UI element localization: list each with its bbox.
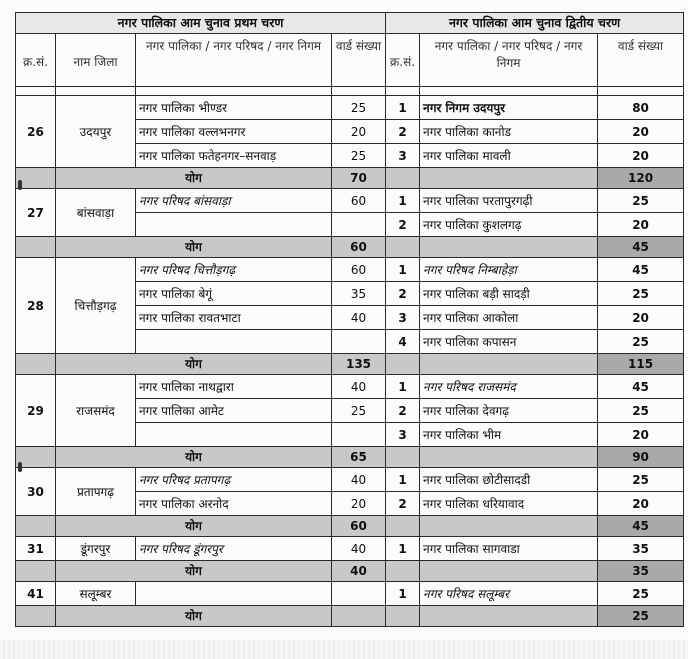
table-row <box>16 96 684 120</box>
phase1-body-cell: नगर पालिका रावतभाटा <box>136 306 332 330</box>
phase-header-row <box>16 13 684 34</box>
phase2-wards-cell: 35 <box>598 537 684 561</box>
phase2-body-cell: नगर पालिका परतापुरगढ़ी <box>420 189 598 213</box>
total-row <box>16 168 684 189</box>
col-sn2-header: क्र.सं. <box>386 34 420 87</box>
phase2-total-cell: 45 <box>598 516 684 537</box>
phase2-serial-cell: 4 <box>386 330 420 354</box>
phase1-wards-cell: 20 <box>332 492 386 516</box>
phase2-serial-cell: 1 <box>386 468 420 492</box>
phase1-wards-cell: 25 <box>332 399 386 423</box>
phase1-wards-cell: 40 <box>332 468 386 492</box>
table-row <box>16 582 684 606</box>
col-wards2-header: वार्ड संख्या <box>598 34 684 87</box>
phase1-body-cell: नगर पालिका भीण्डर <box>136 96 332 120</box>
total-blank-cell <box>386 561 420 582</box>
total-blank-cell <box>16 516 56 537</box>
phase1-total-cell: 135 <box>332 354 386 375</box>
phase2-total-cell: 120 <box>598 168 684 189</box>
phase2-body-cell: नगर पालिका बड़ी सादड़ी <box>420 282 598 306</box>
total-label-cell: योग <box>56 168 332 189</box>
phase2-wards-cell: 25 <box>598 582 684 606</box>
phase1-body-cell: नगर परिषद डूंगरपुर <box>136 537 332 561</box>
phase2-serial-cell: 1 <box>386 258 420 282</box>
total-label-cell: योग <box>56 516 332 537</box>
total-blank-cell <box>420 354 598 375</box>
phase1-total-cell: 60 <box>332 237 386 258</box>
phase1-wards-cell: 40 <box>332 537 386 561</box>
phase2-serial-cell: 3 <box>386 306 420 330</box>
total-blank-cell <box>16 561 56 582</box>
phase2-serial-cell: 2 <box>386 213 420 237</box>
phase2-body-cell: नगर परिषद राजसमंद <box>420 375 598 399</box>
phase2-serial-cell: 1 <box>386 189 420 213</box>
phase1-total-cell <box>332 606 386 627</box>
phase2-total-cell: 25 <box>598 606 684 627</box>
phase1-body-cell: नगर परिषद चित्तौड़गढ़ <box>136 258 332 282</box>
election-phase-table <box>15 12 684 627</box>
phase1-wards-cell <box>332 423 386 447</box>
table-row <box>16 258 684 282</box>
phase1-body-cell: नगर पालिका अरनोद <box>136 492 332 516</box>
district-serial-cell: 29 <box>16 375 56 447</box>
phase2-wards-cell: 20 <box>598 144 684 168</box>
phase2-wards-cell: 20 <box>598 213 684 237</box>
total-blank-cell <box>420 168 598 189</box>
phase1-wards-cell: 40 <box>332 306 386 330</box>
phase1-total-cell: 40 <box>332 561 386 582</box>
phase1-total-cell: 65 <box>332 447 386 468</box>
total-label-cell: योग <box>56 447 332 468</box>
total-label-cell: योग <box>56 561 332 582</box>
phase2-serial-cell: 2 <box>386 120 420 144</box>
phase2-serial-cell: 1 <box>386 375 420 399</box>
phase2-wards-cell: 25 <box>598 330 684 354</box>
total-row <box>16 354 684 375</box>
phase2-body-cell: नगर पालिका भीम <box>420 423 598 447</box>
total-row <box>16 237 684 258</box>
district-serial-cell: 27 <box>16 189 56 237</box>
phase2-serial-cell: 3 <box>386 423 420 447</box>
scan-mark <box>18 180 22 190</box>
phase1-wards-cell: 60 <box>332 258 386 282</box>
phase2-wards-cell: 45 <box>598 258 684 282</box>
phase2-body-cell: नगर परिषद निम्बाहेड़ा <box>420 258 598 282</box>
phase1-wards-cell: 25 <box>332 96 386 120</box>
phase2-body-cell: नगर पालिका मावली <box>420 144 598 168</box>
total-label-cell: योग <box>56 237 332 258</box>
total-row <box>16 516 684 537</box>
total-label-cell: योग <box>56 606 332 627</box>
district-name-cell: सलूम्बर <box>56 582 136 606</box>
phase2-title: नगर पालिका आम चुनाव द्वितीय चरण <box>386 13 684 34</box>
phase2-body-cell: नगर पालिका देवगढ़ <box>420 399 598 423</box>
phase2-serial-cell: 2 <box>386 282 420 306</box>
phase1-body-cell: नगर पालिका फतेहनगर–सनवाड़ <box>136 144 332 168</box>
phase1-wards-cell: 60 <box>332 189 386 213</box>
table-row <box>16 537 684 561</box>
total-blank-cell <box>16 237 56 258</box>
scan-mark <box>18 462 22 472</box>
phase1-body-cell: नगर पालिका वल्लभनगर <box>136 120 332 144</box>
phase1-title: नगर पालिका आम चुनाव प्रथम चरण <box>16 13 386 34</box>
phase2-body-cell: नगर पालिका कपासन <box>420 330 598 354</box>
phase1-body-cell: नगर पालिका आमेट <box>136 399 332 423</box>
scan-smudge <box>0 640 688 659</box>
phase2-body-cell: नगर पालिका धरियावाद <box>420 492 598 516</box>
total-blank-cell <box>16 354 56 375</box>
phase2-body-cell: नगर पालिका छोटीसादडी <box>420 468 598 492</box>
phase2-total-cell: 45 <box>598 237 684 258</box>
col-body-header: नगर पालिका / नगर परिषद / नगर निगम <box>136 34 332 87</box>
table-row <box>16 375 684 399</box>
phase2-body-cell: नगर पालिका सागवाडा <box>420 537 598 561</box>
phase1-body-cell: नगर परिषद बांसवाड़ा <box>136 189 332 213</box>
column-header-row <box>16 34 684 87</box>
district-name-cell: राजसमंद <box>56 375 136 447</box>
spacer-row <box>16 87 684 96</box>
phase2-total-cell: 35 <box>598 561 684 582</box>
phase1-body-cell: नगर पालिका बेगूं <box>136 282 332 306</box>
phase2-serial-cell: 1 <box>386 96 420 120</box>
phase1-total-cell: 60 <box>332 516 386 537</box>
district-serial-cell: 26 <box>16 96 56 168</box>
phase1-wards-cell <box>332 582 386 606</box>
phase2-body-cell: नगर पालिका कानोड <box>420 120 598 144</box>
phase2-wards-cell: 25 <box>598 189 684 213</box>
total-blank-cell <box>420 561 598 582</box>
table-row <box>16 189 684 213</box>
district-name-cell: बांसवाड़ा <box>56 189 136 237</box>
phase1-body-cell <box>136 330 332 354</box>
phase1-wards-cell: 40 <box>332 375 386 399</box>
phase2-wards-cell: 20 <box>598 492 684 516</box>
phase1-wards-cell <box>332 330 386 354</box>
phase2-serial-cell: 1 <box>386 537 420 561</box>
phase2-wards-cell: 25 <box>598 468 684 492</box>
total-row <box>16 606 684 627</box>
district-serial-cell: 31 <box>16 537 56 561</box>
total-blank-cell <box>386 516 420 537</box>
phase2-serial-cell: 3 <box>386 144 420 168</box>
total-blank-cell <box>386 354 420 375</box>
total-label-cell: योग <box>56 354 332 375</box>
phase2-serial-cell: 2 <box>386 399 420 423</box>
phase2-wards-cell: 20 <box>598 306 684 330</box>
district-name-cell: डूंगरपुर <box>56 537 136 561</box>
district-serial-cell: 30 <box>16 468 56 516</box>
phase1-body-cell: नगर पालिका नाथद्वारा <box>136 375 332 399</box>
phase2-wards-cell: 20 <box>598 120 684 144</box>
phase1-wards-cell: 20 <box>332 120 386 144</box>
col-body2-header: नगर पालिका / नगर परिषद / नगर निगम <box>420 34 598 87</box>
phase2-serial-cell: 1 <box>386 582 420 606</box>
phase2-body-cell: नगर निगम उदयपुर <box>420 96 598 120</box>
total-blank-cell <box>386 168 420 189</box>
phase2-wards-cell: 25 <box>598 282 684 306</box>
district-name-cell: उदयपुर <box>56 96 136 168</box>
phase1-body-cell <box>136 213 332 237</box>
total-blank-cell <box>386 237 420 258</box>
col-district-header: नाम जिला <box>56 34 136 87</box>
col-wards-header: वार्ड संख्या <box>332 34 386 87</box>
total-blank-cell <box>16 606 56 627</box>
phase2-wards-cell: 80 <box>598 96 684 120</box>
total-row <box>16 561 684 582</box>
phase1-wards-cell: 35 <box>332 282 386 306</box>
total-blank-cell <box>420 237 598 258</box>
phase1-body-cell <box>136 582 332 606</box>
table-row <box>16 468 684 492</box>
table-body <box>16 13 684 627</box>
district-serial-cell: 41 <box>16 582 56 606</box>
phase2-body-cell: नगर पालिका आकोला <box>420 306 598 330</box>
district-name-cell: प्रतापगढ़ <box>56 468 136 516</box>
phase2-total-cell: 115 <box>598 354 684 375</box>
phase1-body-cell <box>136 423 332 447</box>
total-blank-cell <box>386 606 420 627</box>
phase1-total-cell: 70 <box>332 168 386 189</box>
phase2-body-cell: नगर परिषद सलूम्बर <box>420 582 598 606</box>
total-row <box>16 447 684 468</box>
phase2-body-cell: नगर पालिका कुशलगढ़ <box>420 213 598 237</box>
district-serial-cell: 28 <box>16 258 56 354</box>
total-blank-cell <box>420 447 598 468</box>
phase1-wards-cell: 25 <box>332 144 386 168</box>
col-sn-header: क्र.सं. <box>16 34 56 87</box>
total-blank-cell <box>420 606 598 627</box>
total-blank-cell <box>420 516 598 537</box>
phase2-wards-cell: 20 <box>598 423 684 447</box>
phase1-body-cell: नगर परिषद प्रतापगढ़ <box>136 468 332 492</box>
phase2-total-cell: 90 <box>598 447 684 468</box>
district-name-cell: चित्तौड़गढ़ <box>56 258 136 354</box>
phase2-wards-cell: 25 <box>598 399 684 423</box>
phase2-wards-cell: 45 <box>598 375 684 399</box>
total-blank-cell <box>386 447 420 468</box>
phase2-serial-cell: 2 <box>386 492 420 516</box>
phase1-wards-cell <box>332 213 386 237</box>
